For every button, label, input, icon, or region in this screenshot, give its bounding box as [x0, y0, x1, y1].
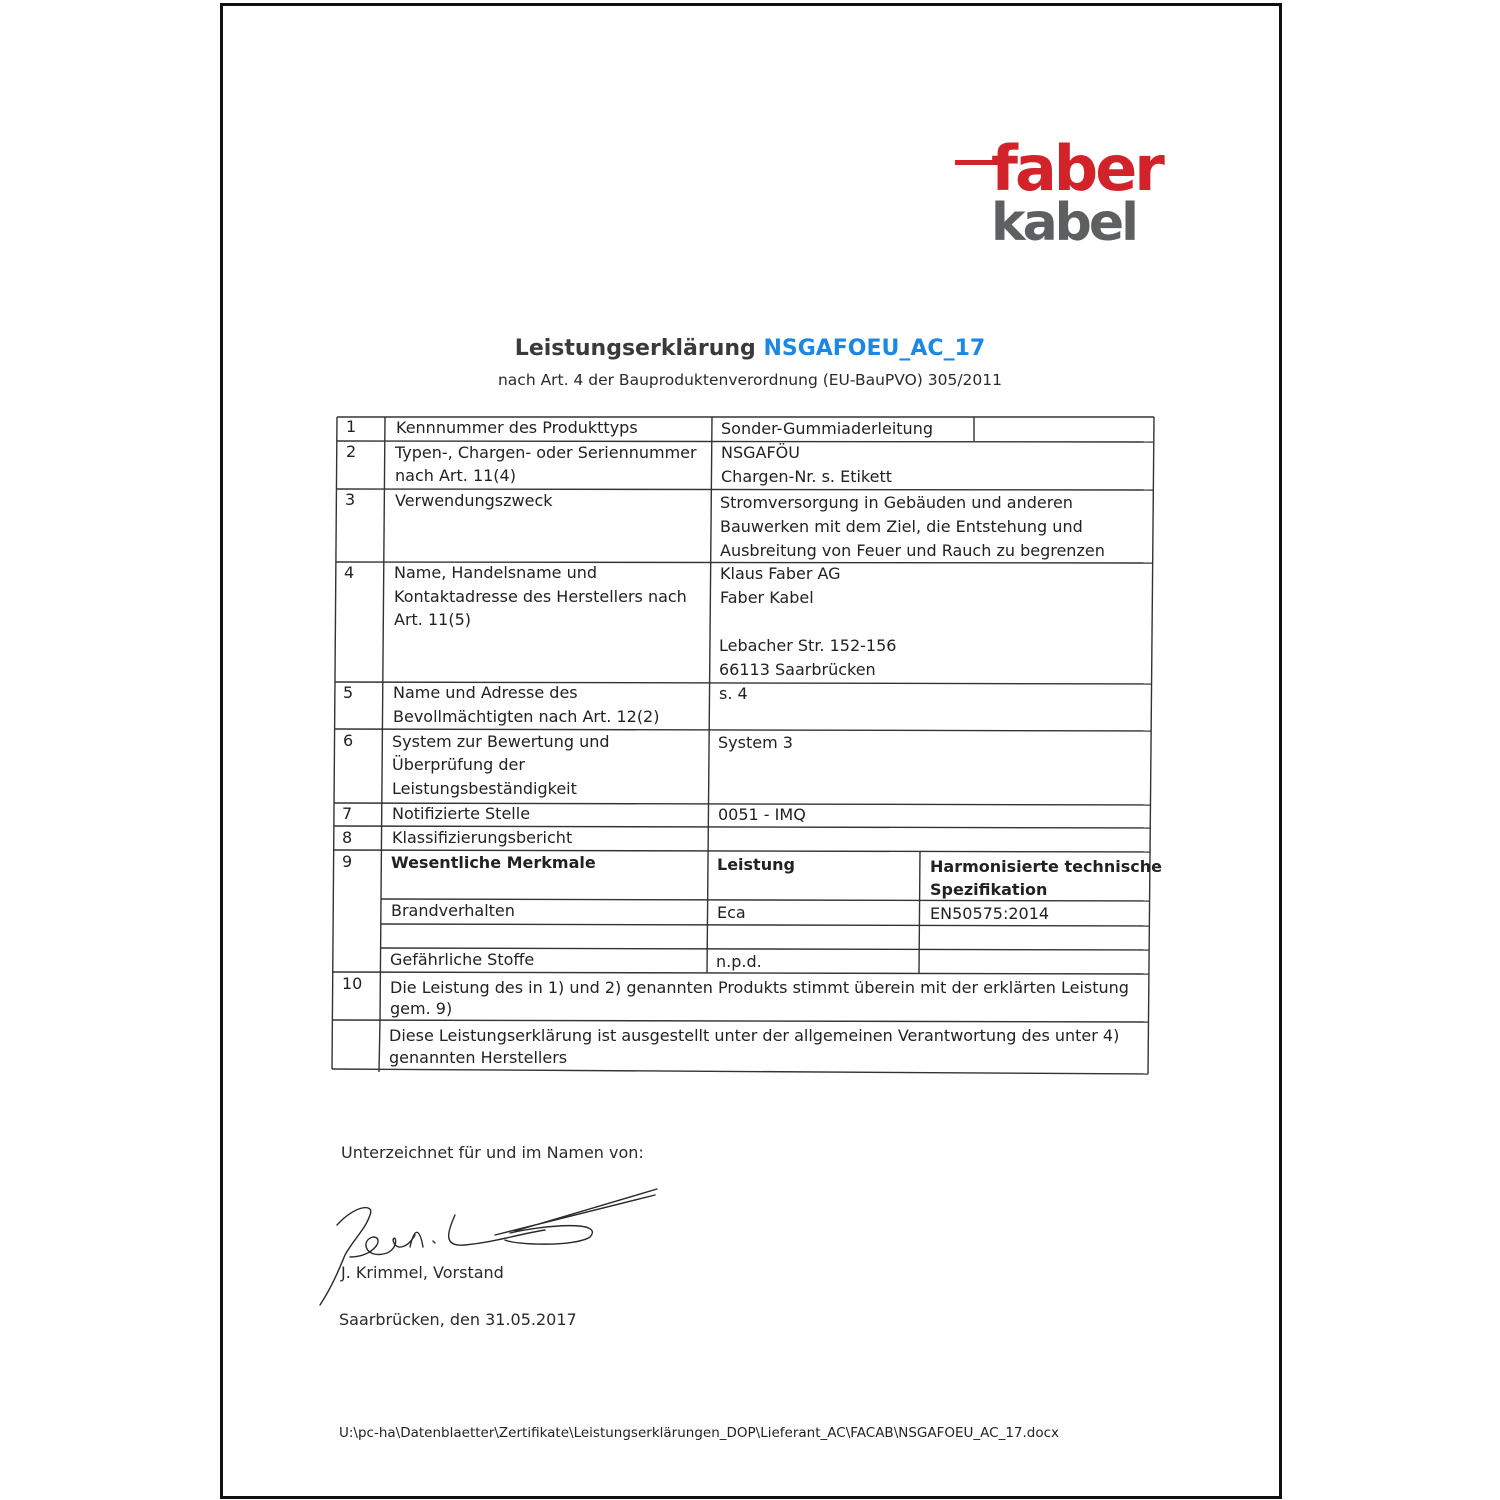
- row-9-header-spec-line-1: Harmonisierte technische: [930, 857, 1162, 876]
- row-4-label-line-3: Art. 11(5): [394, 610, 471, 629]
- row-10-line-2b: genannten Herstellers: [389, 1048, 568, 1067]
- row-9-header-feature: Wesentliche Merkmale: [391, 853, 596, 872]
- row-3-value-line-1: Stromversorgung in Gebäuden und anderen: [720, 493, 1073, 512]
- row-9-feature-1: Brandverhalten: [391, 901, 515, 920]
- row-4-value-line-1: Klaus Faber AG: [720, 564, 841, 583]
- row-4-value-line-4: Lebacher Str. 152-156: [719, 636, 897, 655]
- row-5-label-line-1: Name und Adresse des: [393, 683, 578, 702]
- row-num-4: 4: [344, 563, 355, 582]
- row-1-label: Kennnummer des Produkttyps: [396, 418, 638, 437]
- row-5-value: s. 4: [719, 684, 748, 703]
- document-title: [0, 336, 1500, 361]
- row-6-label-line-2: Überprüfung der: [392, 755, 525, 774]
- row-8-label: Klassifizierungsbericht: [392, 828, 573, 847]
- row-2-label-line-2: nach Art. 11(4): [395, 466, 516, 485]
- row-9-performance-3: n.p.d.: [716, 952, 762, 971]
- faber-kabel-logo: [955, 132, 1165, 252]
- row-6-label-line-3: Leistungsbeständigkeit: [392, 779, 577, 798]
- file-path: U:\pc-ha\Datenblaetter\Zertifikate\Leistungserklärungen_DOP\Lieferant_AC\FACAB\NSGAFOEU_AC_17.docx: [339, 1425, 1060, 1441]
- logo-faber: faber: [991, 132, 1162, 205]
- row-6-value: System 3: [718, 733, 793, 752]
- row-9-feature-3: Gefährliche Stoffe: [390, 950, 535, 969]
- row-4-value-line-2: Faber Kabel: [720, 588, 814, 607]
- row-4-label-line-2: Kontaktadresse des Herstellers nach: [394, 587, 687, 606]
- row-num-5: 5: [343, 683, 354, 702]
- row-2-value-line-1: NSGAFÖU: [721, 443, 800, 462]
- row-9-spec-1: EN50575:2014: [930, 904, 1050, 923]
- row-10-line-2a: Diese Leistungserklärung ist ausgestellt unter der allgemeinen Verantwortung des unter 4): [389, 1026, 1120, 1045]
- row-9-header-spec-line-2: Spezifikation: [930, 880, 1048, 899]
- row-6-label-line-1: System zur Bewertung und: [392, 732, 610, 751]
- row-num-8: 8: [342, 828, 353, 847]
- row-num-1: 1: [346, 417, 357, 436]
- row-9-performance-1: Eca: [717, 903, 746, 922]
- row-1-value: Sonder-Gummiaderleitung: [721, 419, 933, 438]
- row-2-label-line-1: Typen-, Chargen- oder Seriennummer: [395, 443, 697, 462]
- row-5-label-line-2: Bevollmächtigten nach Art. 12(2): [393, 707, 660, 726]
- row-3-label: Verwendungszweck: [395, 491, 553, 510]
- row-4-value-line-5: 66113 Saarbrücken: [719, 660, 876, 679]
- row-num-9: 9: [342, 852, 353, 871]
- handwritten-signature: [315, 1185, 665, 1310]
- row-10-line-1a: Die Leistung des in 1) und 2) genannten Produkts stimmt überein mit der erklärten Leistung: [390, 978, 1129, 997]
- row-4-label-line-1: Name, Handelsname und: [394, 563, 598, 582]
- row-num-2: 2: [346, 442, 357, 461]
- place-date: Saarbrücken, den 31.05.2017: [339, 1310, 577, 1329]
- row-3-value-line-3: Ausbreitung von Feuer und Rauch zu begrenzen: [720, 541, 1105, 560]
- row-9-header-performance: Leistung: [717, 855, 795, 874]
- row-num-3: 3: [345, 490, 356, 509]
- title-doc-id: NSGAFOEU_AC_17: [763, 336, 986, 361]
- row-2-value-line-2: Chargen-Nr. s. Etikett: [721, 467, 892, 486]
- row-num-10: 10: [342, 974, 363, 993]
- document-subtitle: nach Art. 4 der Bauproduktenverordnung (EU-BauPVO) 305/2011: [497, 371, 1003, 389]
- title-prefix: Leistungserklärung: [514, 336, 756, 361]
- row-3-value-line-2: Bauwerken mit dem Ziel, die Entstehung und: [720, 517, 1083, 536]
- logo-kabel: kabel: [991, 193, 1136, 252]
- row-10-line-1b: gem. 9): [390, 999, 453, 1018]
- signature-intro: Unterzeichnet für und im Namen von:: [341, 1143, 644, 1162]
- row-num-7: 7: [342, 804, 353, 823]
- row-7-value: 0051 - IMQ: [718, 805, 806, 824]
- row-7-label: Notifizierte Stelle: [392, 804, 531, 823]
- signatory-name: J. Krimmel, Vorstand: [341, 1263, 504, 1282]
- row-num-6: 6: [343, 731, 354, 750]
